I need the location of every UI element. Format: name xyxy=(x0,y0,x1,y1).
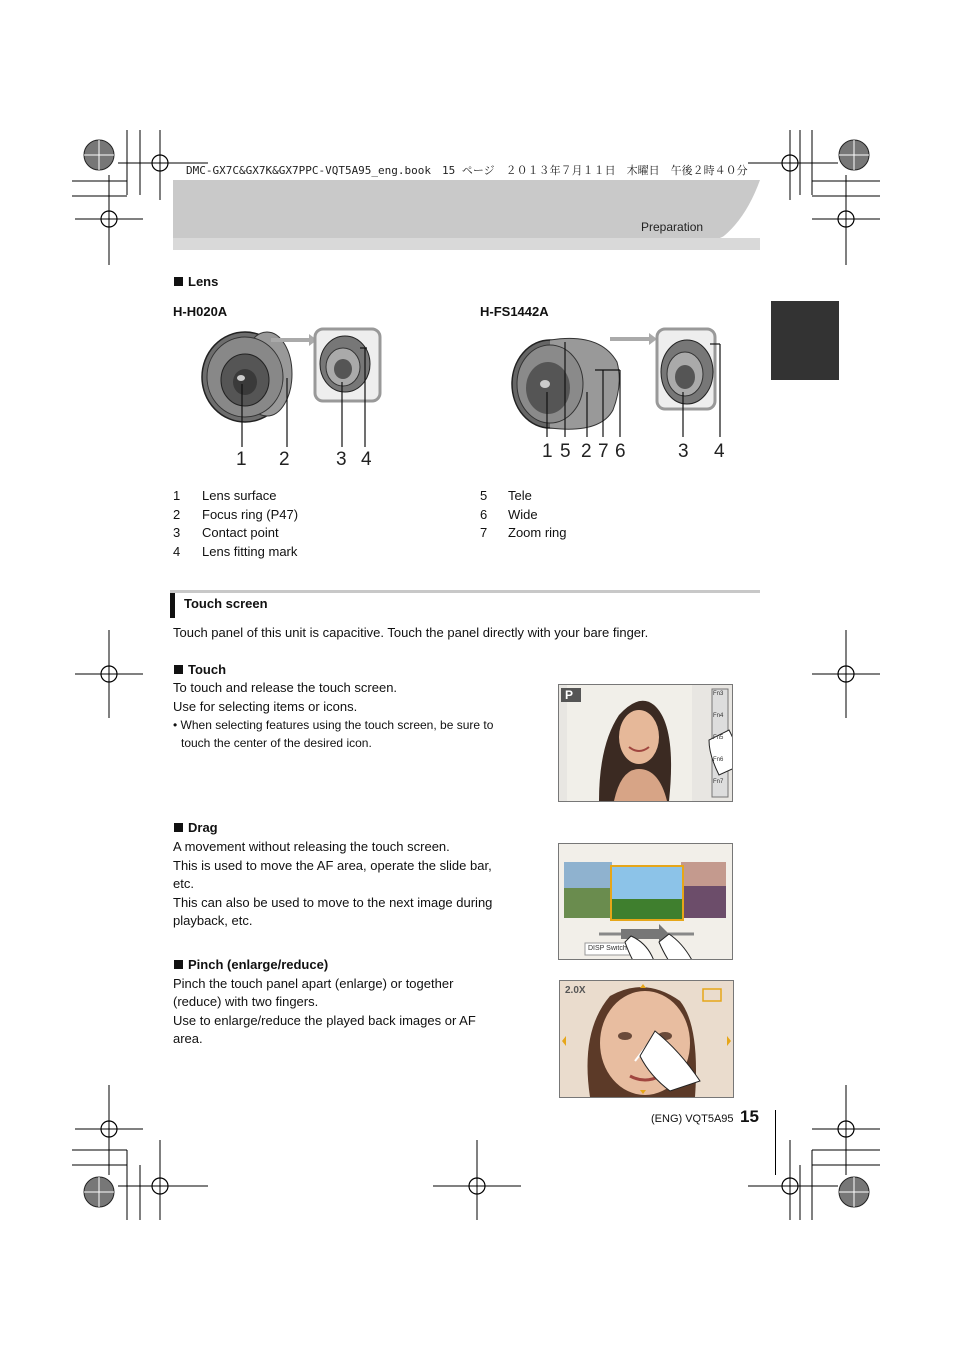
touch-line-1: To touch and release the touch screen. xyxy=(173,680,398,695)
pinch-heading xyxy=(174,956,328,974)
part-num: 3 xyxy=(173,525,181,540)
touch-heading xyxy=(174,661,226,679)
callout-left-1: 1 xyxy=(236,449,247,470)
part-label: Wide xyxy=(508,507,538,522)
part-num: 1 xyxy=(173,488,181,503)
part-num: 5 xyxy=(480,488,488,503)
touch-screen-photo xyxy=(558,684,733,802)
square-bullet-icon xyxy=(174,665,183,674)
list-item xyxy=(480,487,567,506)
parts-list-left xyxy=(173,487,298,562)
lens-heading-text: Lens xyxy=(188,274,219,289)
callout-left-3: 3 xyxy=(336,449,347,470)
drag-line-3: etc. xyxy=(173,876,194,891)
list-item xyxy=(480,506,567,524)
section-rule xyxy=(170,590,760,593)
part-label: Contact point xyxy=(202,525,279,540)
callout-left-2: 2 xyxy=(279,449,290,470)
callout-right-5: 5 xyxy=(560,441,571,462)
callout-left-4: 4 xyxy=(361,449,372,470)
touch-heading-text: Touch xyxy=(188,662,227,677)
square-bullet-icon xyxy=(174,960,183,969)
touch-screen-intro: Touch panel of this unit is capacitive. Touch the panel directly with your bare finger. xyxy=(173,625,649,640)
part-num: 4 xyxy=(173,544,181,559)
drag-photo-art xyxy=(559,844,732,959)
chapter-tab xyxy=(771,301,839,380)
fn7-button[interactable]: Fn7 xyxy=(713,779,724,785)
parts-list-right xyxy=(480,487,567,543)
list-item xyxy=(173,543,298,562)
drag-heading-text: Drag xyxy=(188,820,218,835)
pinch-line-4: area. xyxy=(173,1031,203,1046)
callout-right-2: 2 xyxy=(581,441,592,462)
drag-screen-photo xyxy=(558,843,733,960)
pinch-heading-text: Pinch (enlarge/reduce) xyxy=(188,957,329,972)
part-label: Zoom ring xyxy=(508,525,567,540)
fn4-button[interactable]: Fn4 xyxy=(713,713,724,719)
drag-line-1: A movement without releasing the touch screen. xyxy=(173,839,450,854)
pinch-line-2: (reduce) with two fingers. xyxy=(173,994,319,1009)
pinch-line-1: Pinch the touch panel apart (enlarge) or together xyxy=(173,976,454,991)
pinch-line-3: Use to enlarge/reduce the played back images or AF xyxy=(173,1013,476,1028)
part-label: Lens fitting mark xyxy=(202,544,298,559)
print-header: DMC-GX7C&GX7K&GX7PPC-VQT5A95_eng.book 15 ページ ２０１３年７月１１日 木曜日 午後２時４０分 xyxy=(186,164,748,177)
pinch-photo-art xyxy=(560,981,733,1097)
part-num: 7 xyxy=(480,525,488,540)
footer-divider xyxy=(775,1110,776,1175)
list-item xyxy=(480,524,567,543)
drag-heading xyxy=(174,819,218,837)
list-item xyxy=(173,487,298,506)
touch-note-2: touch the center of the desired icon. xyxy=(181,736,372,750)
touch-note-1: • When selecting features using the touch screen, be sure to xyxy=(173,718,494,732)
pinch-screen-photo xyxy=(559,980,734,1098)
fn-button-list xyxy=(713,691,727,801)
lens-model-right: H-FS1442A xyxy=(480,304,549,319)
fn5-button[interactable]: Fn5 xyxy=(713,735,724,741)
lens-model-left: H-H020A xyxy=(173,304,228,319)
disp-switch-button[interactable]: DISP Switch xyxy=(588,945,627,952)
fn3-button[interactable]: Fn3 xyxy=(713,691,724,697)
part-label: Lens surface xyxy=(202,488,277,503)
callout-right-1: 1 xyxy=(542,441,553,462)
fn6-button[interactable]: Fn6 xyxy=(713,757,724,763)
mode-label: P xyxy=(565,688,574,702)
callout-right-4: 4 xyxy=(714,441,725,462)
list-item xyxy=(173,524,298,543)
part-label: Tele xyxy=(508,488,532,503)
zoom-level: 2.0X xyxy=(565,985,586,996)
section-label: Preparation xyxy=(641,220,704,234)
drag-line-2: This is used to move the AF area, operate the slide bar, xyxy=(173,858,492,873)
callout-right-6: 6 xyxy=(615,441,626,462)
page-number: 15 xyxy=(740,1107,759,1126)
drag-line-5: playback, etc. xyxy=(173,913,253,928)
square-bullet-icon xyxy=(174,823,183,832)
list-item xyxy=(173,506,298,524)
section-bar xyxy=(170,593,175,618)
touch-photo-art xyxy=(559,685,732,801)
square-bullet-icon xyxy=(174,277,183,286)
part-label: Focus ring (P47) xyxy=(202,507,299,522)
part-num: 2 xyxy=(173,507,181,522)
footer-code: (ENG) VQT5A95 xyxy=(651,1113,734,1125)
drag-line-4: This can also be used to move to the next image during xyxy=(173,895,493,910)
lens-heading xyxy=(174,273,218,291)
touch-screen-title: Touch screen xyxy=(184,596,268,611)
callout-right-7: 7 xyxy=(598,441,609,462)
touch-line-2: Use for selecting items or icons. xyxy=(173,699,358,714)
header-base xyxy=(173,238,760,250)
callout-right-3: 3 xyxy=(678,441,689,462)
part-num: 6 xyxy=(480,507,488,522)
